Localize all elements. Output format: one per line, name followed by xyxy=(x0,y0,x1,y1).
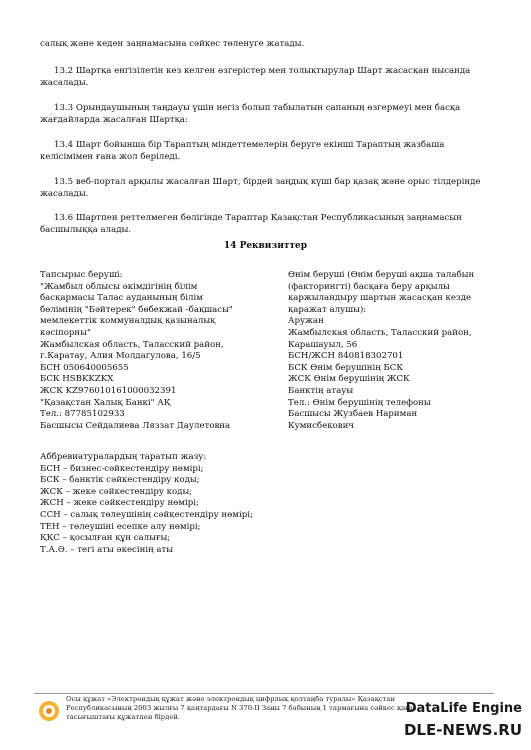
abbreviation-item: ҚҚС – қосылған құн салығы; xyxy=(40,533,171,544)
abbreviation-item: ЖСК – жеке сәйкестендіру коды; xyxy=(40,486,193,497)
abbreviation-item: ТЕН – төлеушіні есепке алу нөмірі; xyxy=(40,521,201,532)
abbreviation-item: ССН – салық төлеушінің сәйкестендіру нөмірі; xyxy=(40,509,253,520)
customer-line: "Жамбыл облысы әкімдігінің білім xyxy=(40,281,198,292)
supplier-line: Кумисбекович xyxy=(288,420,354,431)
supplier-line: БСН/ЖСН 840818302701 xyxy=(288,351,404,362)
footer-line: Республикасының 2003 жылғы 7 қаңтардағы N 370-II Заңы 7 бабының 1 тармағына сәйкес қағаз xyxy=(66,703,417,712)
abbreviation-item: Т.А.Ә. – тегі аты әкесінің аты xyxy=(40,544,174,555)
e-document-logo-icon xyxy=(38,700,60,722)
customer-line: БСК HSBKKZKX xyxy=(40,374,114,385)
paragraph-13-6: 13.6 Шартпен реттелмеген бөлігінде Тараптар Қазақстан Республикасының заңнамасын басшылыққа алады. xyxy=(40,213,462,235)
customer-line: Тапсырыс беруші: xyxy=(40,270,123,280)
paragraph-13-2: 13.2 Шартқа енгізілетін кез келген өзгерістер мен толықтырулар Шарт жасасқан нысанда жасалады. xyxy=(40,66,471,88)
supplier-line: қаражат алушы): xyxy=(288,304,367,315)
supplier-line: Карашауыл, 56 xyxy=(288,339,358,350)
supplier-line: БСК Өнім берушінің БСК xyxy=(288,362,404,373)
footer-line: Осы құжат «Электрондық құжат және электрондық цифрлық қолтаңба туралы» Қазақстан xyxy=(66,695,395,703)
footer-note xyxy=(66,695,426,721)
customer-line: Тел.: 87785102933 xyxy=(40,409,125,420)
supplier-line: Өнім беруші (Өнім беруші ақша талабын xyxy=(288,270,475,280)
abbreviations-title: Аббревиатуралардың таратып жазу: xyxy=(40,452,207,462)
supplier-details xyxy=(288,270,474,432)
customer-line: "Қазақстан Халық Банкі" АҚ xyxy=(40,397,171,408)
customer-details xyxy=(40,270,233,432)
customer-line: Басшысы Сейдалиева Ляззат Даулетовна xyxy=(40,420,231,431)
customer-line: ЖСК KZ976010161000032391 xyxy=(40,385,177,396)
watermark-title: DataLife Engine xyxy=(405,701,522,716)
customer-line: бөлімінің "Бәйтерек" бөбекжай -бақшасы" xyxy=(40,304,233,315)
customer-line: БСН 050640005655 xyxy=(40,362,129,373)
abbreviation-item: БСН – бизнес-сәйкестендіру нөмірі; xyxy=(40,463,204,474)
customer-line: басқармасы Талас ауданының білім xyxy=(40,293,203,304)
paragraph-13-1-tail: салық және кеден заңнамасына сәйкес төленуге жатады. xyxy=(40,39,305,49)
supplier-line: Аружан xyxy=(288,316,324,327)
paragraph-13-3: 13.3 Орындаушының таңдауы үшін негіз болып табылатын сапаның өзгермеуі мен басқа жағдайларда жасалған Шартқа: xyxy=(40,103,461,125)
section-title: 14 Реквизиттер xyxy=(223,241,308,251)
supplier-line: ЖСК Өнім берушінің ЖСК xyxy=(288,374,410,385)
customer-line: кәсіпорны" xyxy=(40,327,91,338)
supplier-line: қаржыландыру шартын жасасқан кезде xyxy=(288,293,472,304)
abbreviations-list xyxy=(40,452,253,556)
paragraph-13-4: 13.4 Шарт бойынша бір Тараптың міндеттемелерін беруге екінші Тараптың жазбаша келісімімен ғана жол беріледі. xyxy=(40,140,445,162)
supplier-line: (факторингті) басқаға беру арқылы xyxy=(288,281,450,292)
supplier-line: Тел.: Өнім берушінің телефоны xyxy=(288,397,431,408)
customer-line: Жамбылская область, Таласский район, xyxy=(40,339,224,350)
footer-line: тасығыштағы құжатпен бірдей. xyxy=(66,712,181,721)
customer-line: г.Каратау, Алия Молдагулова, 16/5 xyxy=(40,351,201,362)
paragraph-13-5: 13.5 веб-портал арқылы жасалған Шарт, бірдей заңдық күші бар қазақ және орыс тілдерінде жасалады. xyxy=(40,177,481,199)
abbreviation-item: БСК – банктік сәйкестендіру коды; xyxy=(40,475,200,486)
customer-line: мемлекеттік коммуналдық қазыналық xyxy=(40,316,216,327)
supplier-line: Банктің атауы xyxy=(288,385,354,396)
supplier-line: Басшысы Жузбаев Нариман xyxy=(288,409,418,420)
watermark-site: DLE-NEWS.RU xyxy=(403,721,522,739)
supplier-line: Жамбылская область, Таласский район, xyxy=(288,327,472,338)
abbreviation-item: ЖСН – жеке сәйкестендіру нөмірі; xyxy=(40,498,199,509)
footer-divider xyxy=(34,693,494,694)
